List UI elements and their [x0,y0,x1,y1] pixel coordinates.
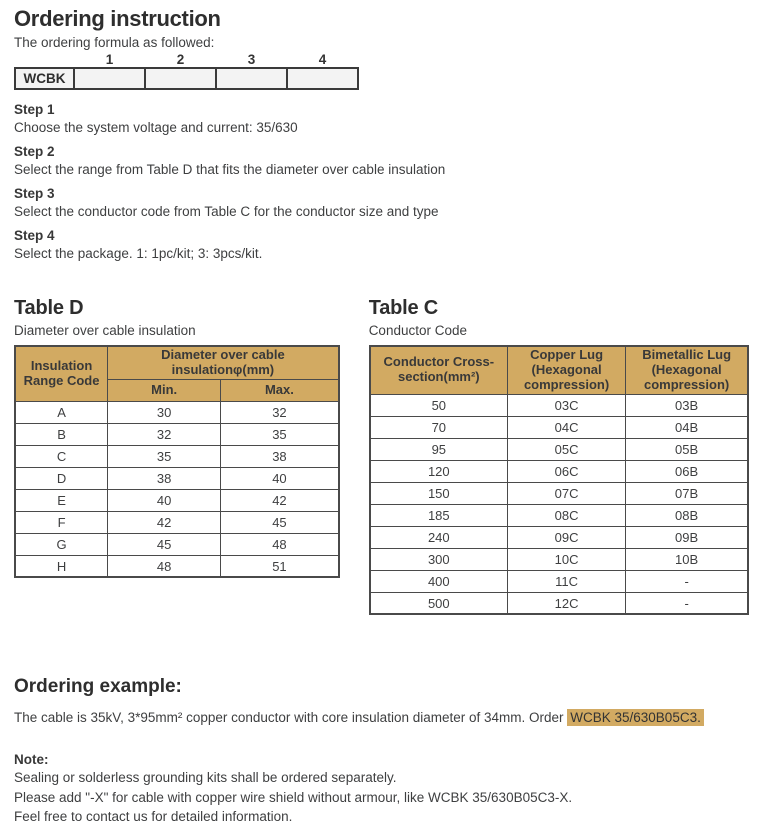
note-section [14,752,749,824]
formula-position-1: 1 [105,52,114,67]
table-c-header-size: Conductor Cross-section(mm²) [370,346,508,394]
cell-code: C [15,445,108,467]
formula-blank-cell-2 [145,68,216,89]
table-d-header-code: Insulation Range Code [15,346,108,401]
cell-size: 70 [370,416,508,438]
step-4-text: Select the package. 1: 1pc/kit; 3: 3pcs/kit. [14,246,263,261]
cell-copper: 07C [507,482,625,504]
table-row [370,482,748,504]
cell-max: 38 [221,445,339,467]
table-d-header-row-1 [15,346,339,379]
cell-copper: 05C [507,438,625,460]
table-row [370,416,748,438]
table-d-block [14,297,340,578]
cell-max: 48 [221,533,339,555]
table-d-title: Table D [14,297,84,319]
cell-min: 30 [108,401,221,423]
table-row [370,592,748,614]
tables-section [14,297,749,615]
cell-code: B [15,423,108,445]
table-row [370,438,748,460]
cell-max: 42 [221,489,339,511]
table-c-header-row [370,346,748,394]
cell-copper: 12C [507,592,625,614]
formula-number-spacer [15,51,74,68]
cell-min: 42 [108,511,221,533]
formula-blank-cell-4 [287,68,358,89]
cell-bimetallic: 04B [626,416,748,438]
step-3-label: Step 3 [14,186,55,201]
cell-code: D [15,467,108,489]
cell-max: 35 [221,423,339,445]
note-label: Note: [14,752,49,768]
table-row [15,555,339,577]
cell-copper: 10C [507,548,625,570]
cell-bimetallic: 10B [626,548,748,570]
cell-min: 35 [108,445,221,467]
table-c-header-copper: Copper Lug (Hexagonal compression) [507,346,625,394]
cell-max: 32 [221,401,339,423]
table-row [15,401,339,423]
table-row [15,467,339,489]
ordering-example-title: Ordering example: [14,676,182,698]
cell-max: 40 [221,467,339,489]
step-3-text: Select the conductor code from Table C for the conductor size and type [14,204,439,219]
note-line-1: Sealing or solderless grounding kits shall be ordered separately. [14,770,397,786]
steps-section [14,102,749,261]
table-row [15,533,339,555]
table-c-block [369,297,749,615]
cell-max: 51 [221,555,339,577]
cell-bimetallic: - [626,592,748,614]
cell-bimetallic: 03B [626,394,748,416]
cell-min: 32 [108,423,221,445]
cell-copper: 09C [507,526,625,548]
cell-size: 50 [370,394,508,416]
ordering-formula-table [14,51,359,90]
table-row [15,511,339,533]
page-title: Ordering instruction [14,6,221,31]
table-c-header-bimetallic: Bimetallic Lug (Hexagonal compression) [626,346,748,394]
table-d-header-max: Max. [221,379,339,401]
formula-blank-cell-1 [74,68,145,89]
cell-size: 95 [370,438,508,460]
step-2-label: Step 2 [14,144,55,159]
cell-size: 400 [370,570,508,592]
cell-min: 48 [108,555,221,577]
cell-bimetallic: 08B [626,504,748,526]
table-row [370,548,748,570]
table-row [370,504,748,526]
table-d-header-group: Diameter over cable insulationφ(mm) [108,346,339,379]
note-line-2: Please add "-X" for cable with copper wire shield without armour, like WCBK 35/630B05C3-X. [14,789,573,805]
formula-position-3: 3 [247,52,256,67]
cell-size: 240 [370,526,508,548]
formula-blank-cell-3 [216,68,287,89]
formula-prefix-cell: WCBK [15,68,74,89]
formula-intro-text: The ordering formula as followed: [14,35,215,50]
cell-code: E [15,489,108,511]
table-row [15,489,339,511]
cell-code: F [15,511,108,533]
step-4-label: Step 4 [14,228,55,243]
note-line-3: Feel free to contact us for detailed information. [14,809,293,824]
table-c-subtitle: Conductor Code [368,323,467,338]
cell-code: G [15,533,108,555]
table-c-title: Table C [368,297,439,319]
example-text-before: The cable is 35kV, 3*95mm² copper conductor with core insulation diameter of 34mm. Order [14,710,568,726]
table-d-subtitle: Diameter over cable insulation [14,323,196,338]
cell-bimetallic: 07B [626,482,748,504]
cell-size: 300 [370,548,508,570]
table-c [369,345,749,615]
table-row [15,423,339,445]
cell-bimetallic: 05B [626,438,748,460]
table-row [370,394,748,416]
table-d-header-min: Min. [108,379,221,401]
step-2-text: Select the range from Table D that fits the diameter over cable insulation [14,162,446,177]
table-row [370,460,748,482]
table-row [15,445,339,467]
cell-size: 185 [370,504,508,526]
cell-copper: 04C [507,416,625,438]
cell-bimetallic: 06B [626,460,748,482]
cell-code: H [15,555,108,577]
cell-copper: 06C [507,460,625,482]
order-code-highlight: WCBK 35/630B05C3. [567,709,704,726]
formula-position-2: 2 [176,52,185,67]
cell-size: 150 [370,482,508,504]
cell-size: 120 [370,460,508,482]
cell-copper: 03C [507,394,625,416]
cell-bimetallic: 09B [626,526,748,548]
cell-code: A [15,401,108,423]
cell-bimetallic: - [626,570,748,592]
formula-position-4: 4 [318,52,327,67]
cell-copper: 11C [507,570,625,592]
cell-min: 38 [108,467,221,489]
cell-size: 500 [370,592,508,614]
step-1-text: Choose the system voltage and current: 35/630 [14,120,298,135]
table-d [14,345,340,578]
table-row [370,570,748,592]
cell-min: 40 [108,489,221,511]
step-1-label: Step 1 [14,102,55,117]
cell-min: 45 [108,533,221,555]
formula-position-numbers-row [15,51,358,68]
table-row [370,526,748,548]
cell-copper: 08C [507,504,625,526]
ordering-example-text [14,710,749,725]
cell-max: 45 [221,511,339,533]
formula-cells-row [15,68,358,89]
